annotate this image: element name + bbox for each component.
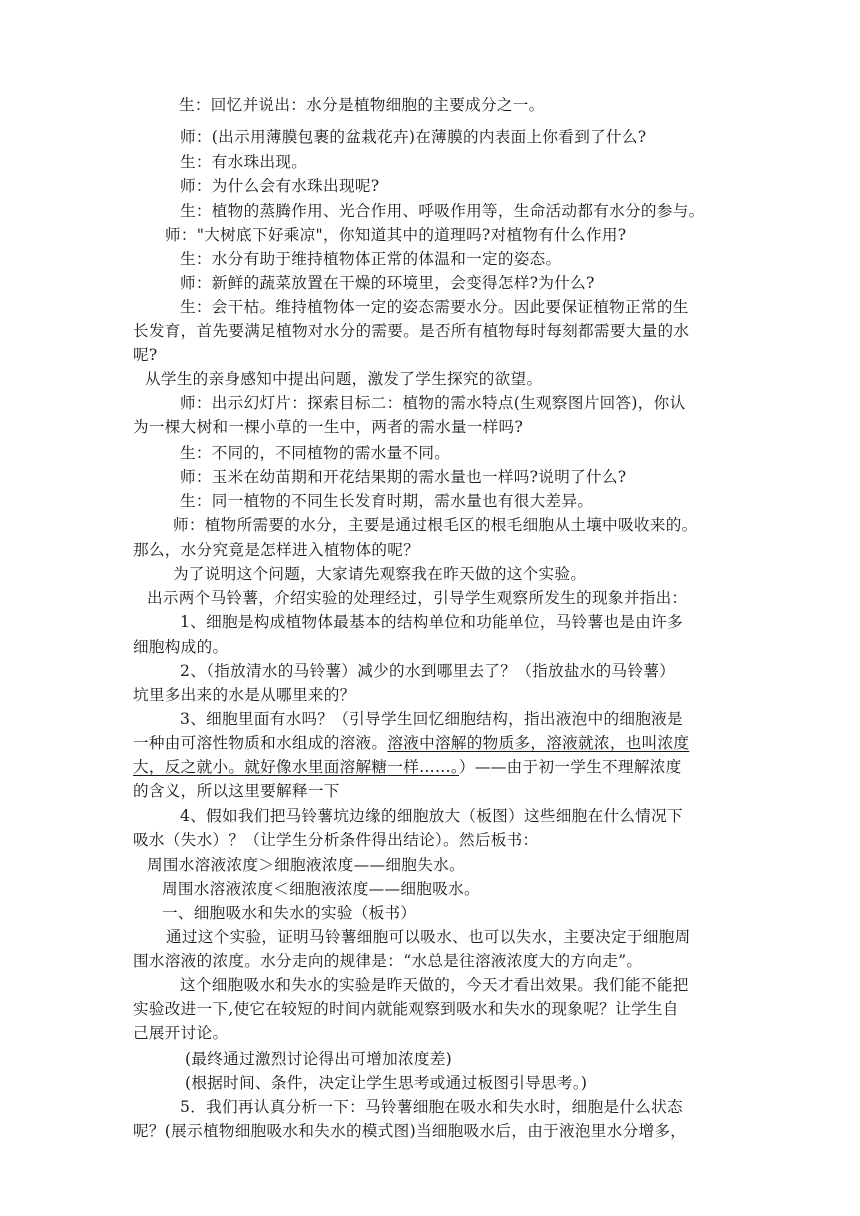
text-line: 己展开讨论。: [133, 1024, 229, 1042]
text-line: 师：为什么会有水珠出现呢?: [180, 177, 380, 195]
text-line: 为一棵大树和一棵小草的一生中，两者的需水量一样吗?: [133, 418, 524, 436]
text-line: [133, 757, 682, 777]
text-line: 生：植物的蒸腾作用、光合作用、呼吸作用等，生命活动都有水分的参与。: [180, 202, 705, 220]
text-line: 4、假如我们把马铃薯坑边缘的细胞放大（板图）这些细胞在什么情况下: [180, 807, 683, 825]
text-line: 师：植物所需要的水分，主要是通过根毛区的根毛细胞从土壤中吸收来的。: [173, 516, 698, 534]
text-line: 5．我们再认真分析一下：马铃薯细胞在吸水和失水时，细胞是什么状态: [180, 1098, 683, 1116]
text-line: 细胞构成的。: [133, 638, 229, 656]
text-line: 3、细胞里面有水吗？（引导学生回忆细胞结构，指出液泡中的细胞液是: [180, 710, 683, 728]
text-line: 生：不同的，不同植物的需水量不同。: [180, 444, 451, 462]
text-line: 1、细胞是构成植物体最基本的结构单位和功能单位，马铃薯也是由许多: [180, 613, 683, 631]
text-line: [133, 733, 689, 753]
text-line: 吸水（失水）？（让学生分析条件得出结论）。然后板书：: [133, 831, 539, 849]
underlined-text: 溶液中溶解的物质多，溶液就浓，也叫浓度: [387, 734, 690, 752]
text-line: 生：水分有助于维持植物体正常的体温和一定的姿态。: [180, 250, 562, 268]
text-line: 师：(出示用薄膜包裹的盆栽花卉)在薄膜的内表面上你看到了什么?: [180, 128, 647, 146]
text-line: 从学生的亲身感知中提出问题，激发了学生探究的欲望。: [145, 370, 543, 388]
text-line: 围水溶液的浓度。水分走向的规律是：“水总是往溶液浓度大的方向走”。: [133, 952, 643, 970]
text-line: 师：出示幻灯片：探索目标二：植物的需水特点(生观察图片回答)，你认: [180, 394, 686, 412]
text-line: 周围水溶液浓度＞细胞液浓度——细胞失水。: [147, 856, 465, 874]
text-line: 周围水溶液浓度＜细胞液浓度——细胞吸水。: [162, 880, 480, 898]
text-line: 呢?: [133, 346, 158, 364]
text-line: 通过这个实验，证明马铃薯细胞可以吸水、也可以失水，主要决定于细胞周: [166, 928, 691, 946]
text-line: 师："大树底下好乘凉"，你知道其中的道理吗?对植物有什么作用?: [165, 226, 627, 244]
text-line: 生：会干枯。维持植物体一定的姿态需要水分。因此要保证植物正常的生: [180, 298, 689, 316]
text-line: 师：新鲜的蔬菜放置在干燥的环境里，会变得怎样?为什么?: [180, 274, 595, 292]
text-line: (根据时间、条件，决定让学生思考或通过板图引导思考。): [185, 1074, 588, 1092]
text-line: (最终通过激烈讨论得出可增加浓度差): [185, 1050, 453, 1068]
text-line: 这个细胞吸水和失水的实验是昨天做的，今天才看出效果。我们能不能把: [180, 976, 689, 994]
text-line: 生：有水珠出现。: [180, 153, 308, 171]
text-segment: 一种由可溶性物质和水组成的溶液。: [133, 734, 388, 752]
text-line: 出示两个马铃薯，介绍实验的处理经过，引导学生观察所发生的现象并指出：: [147, 589, 688, 607]
text-line: 坑里多出来的水是从哪里来的？: [133, 686, 356, 704]
underlined-text: 大，反之就小。就好像水里面溶解糖一样……。: [133, 758, 459, 776]
text-line: 实验改进一下,使它在较短的时间内就能观察到吸水和失水的现象呢？让学生自: [133, 1000, 679, 1018]
text-line: 生：同一植物的不同生长发育时期，需水量也有很大差异。: [180, 492, 594, 510]
text-line: 长发育，首先要满足植物对水分的需要。是否所有植物每时每刻都需要大量的水: [133, 322, 690, 340]
text-line: 那么，水分究竟是怎样进入植物体的呢？: [133, 541, 420, 559]
text-line: 生：回忆并说出：水分是植物细胞的主要成分之一。: [179, 96, 545, 114]
text-line: 2、（指放清水的马铃薯）减少的水到哪里去了？（指放盐水的马铃薯）: [180, 662, 676, 680]
text-line: 的含义，所以这里要解释一下: [133, 782, 340, 800]
text-line: 呢？(展示植物细胞吸水和失水的模式图)当细胞吸水后，由于液泡里水分增多，: [133, 1122, 687, 1140]
text-line: 一、细胞吸水和失水的实验（板书）: [162, 904, 417, 922]
text-line: 为了说明这个问题，大家请先观察我在昨天做的这个实验。: [173, 565, 587, 583]
text-segment: ）——由于初一学生不理解浓度: [458, 758, 682, 776]
text-line: 师：玉米在幼苗期和开花结果期的需水量也一样吗?说明了什么?: [180, 468, 627, 486]
